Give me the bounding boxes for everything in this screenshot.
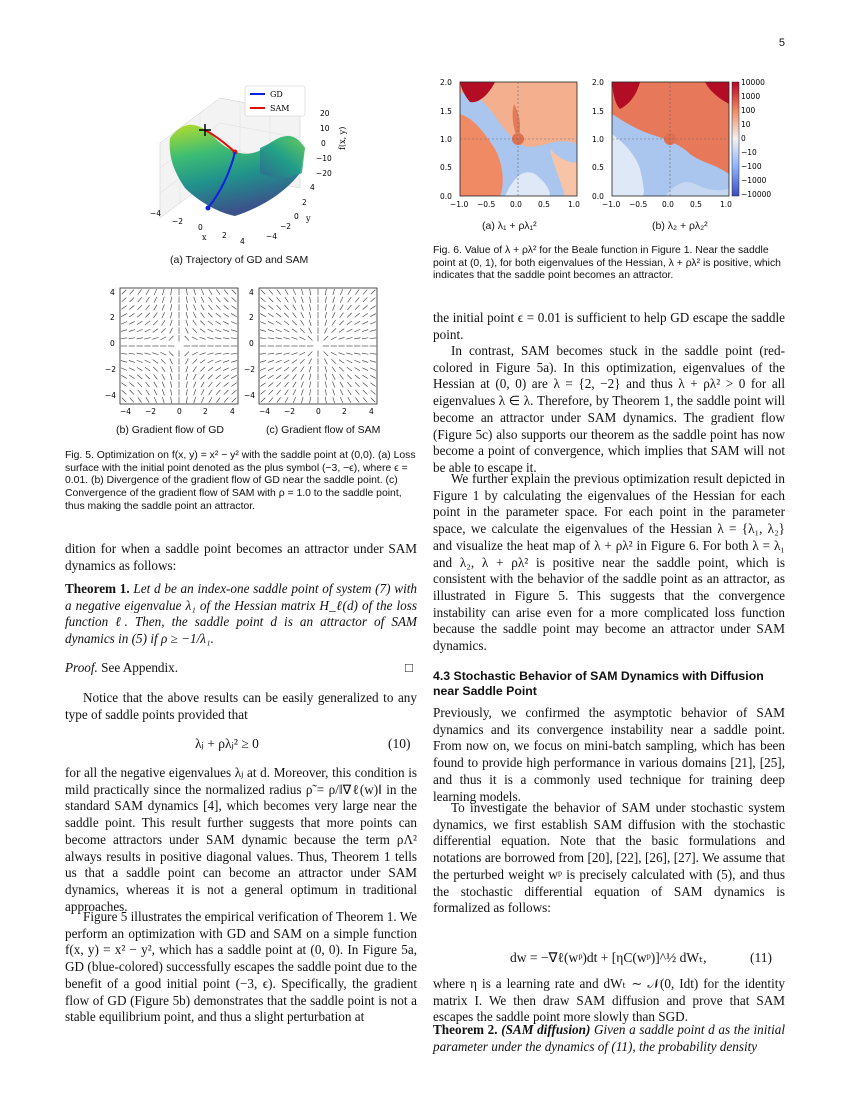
svg-text:4: 4 — [240, 237, 245, 246]
right-paragraph-6: where η is a learning rate and dWₜ ∼ 𝒩(0, Idt) for the identity matrix I. We then draw SAM diffusion and prove that SAM escapes the saddle point more slowly than SGD. — [433, 976, 785, 1025]
heatmap-b — [612, 82, 729, 196]
svg-text:4: 4 — [230, 407, 235, 416]
svg-text:4: 4 — [249, 288, 254, 297]
left-paragraph-2: Notice that the above results can be easily generalized to any type of saddle points provided that — [65, 690, 417, 722]
page-number: 5 — [778, 37, 785, 49]
svg-text:−2: −2 — [284, 407, 296, 416]
svg-text:2: 2 — [302, 198, 307, 207]
y-axis-label: y — [306, 214, 311, 223]
qed-symbol: □ — [405, 660, 413, 675]
theorem-1 — [65, 581, 417, 648]
svg-text:−1.0: −1.0 — [602, 200, 621, 209]
heatmap-b-yticks — [592, 78, 604, 201]
svg-text:−10: −10 — [741, 148, 757, 157]
svg-text:0.0: 0.0 — [440, 192, 452, 201]
svg-text:1.0: 1.0 — [568, 200, 580, 209]
theorem-1-text: Let d be an index-one saddle point of system (7) with a negative eigenvalue λ₁ of the Hessian matrix H_ℓ(d) of the loss function ℓ. Then, the saddle point d is an attractor of SAM dynamics in (5) if ρ ≥ −1/λ₁. — [65, 581, 418, 647]
heatmap-a — [460, 82, 577, 196]
svg-text:1.5: 1.5 — [440, 107, 452, 116]
svg-text:−0.5: −0.5 — [629, 200, 648, 209]
svg-text:10: 10 — [320, 124, 330, 133]
svg-text:0: 0 — [741, 134, 746, 143]
svg-text:−1.0: −1.0 — [450, 200, 469, 209]
svg-text:−100: −100 — [741, 162, 762, 171]
svg-text:−4: −4 — [266, 232, 278, 241]
svg-text:0: 0 — [294, 212, 299, 221]
figure5c-quiver-plot — [235, 282, 385, 422]
figure5a-subcaption: (a) Trajectory of GD and SAM — [170, 254, 309, 266]
svg-text:0.0: 0.0 — [592, 192, 604, 201]
svg-text:0: 0 — [249, 339, 254, 348]
svg-text:0.5: 0.5 — [690, 200, 702, 209]
section-heading-4-3: 4.3 Stochastic Behavior of SAM Dynamics with Diffusion near Saddle Point — [433, 669, 764, 698]
svg-text:1.5: 1.5 — [592, 107, 604, 116]
svg-text:−4: −4 — [259, 407, 271, 416]
heatmap-a-yticks — [440, 78, 452, 201]
proof-label: Proof. — [65, 660, 98, 675]
quiver-sam-yticks — [244, 288, 255, 400]
svg-text:10: 10 — [741, 120, 751, 129]
figure5a-surface-plot — [140, 78, 360, 253]
svg-text:−2: −2 — [105, 365, 117, 374]
quiver-gd-xticks — [120, 407, 235, 416]
svg-text:−2: −2 — [280, 222, 292, 231]
svg-text:−10000: −10000 — [741, 190, 772, 199]
svg-text:4: 4 — [310, 183, 315, 192]
equation-11: dw = −∇ℓ(wᵖ)dt + [ηC(wᵖ)]^½ dWₜ, — [510, 950, 707, 965]
figure6-heatmaps — [425, 74, 785, 224]
colorbar — [732, 82, 739, 196]
svg-text:−4: −4 — [150, 209, 162, 218]
svg-text:10000: 10000 — [741, 78, 765, 87]
equation-10-number: (10) — [388, 736, 411, 751]
gd-end-point — [206, 206, 211, 211]
figure5-caption: Fig. 5. Optimization on f(x, y) = x² − y² with the saddle point at (0,0). (a) Loss surface with the initial point denoted as the plus symbol (−3, −ϵ), where ϵ = 0.01. (b) Divergence of the gradient flow of GD near the saddle point. (c) Convergence of the gradient flow of SAM with ρ = 1.0 to the saddle point, thus making the saddle point an attractor. — [65, 450, 416, 512]
right-paragraph-3: We further explain the previous optimization result depicted in Figure 1 by calculating the eigenvalues of the Hessian for each point in the parameter space. For each point in the parameter space, we calculate the eigenvalues of the Hessian λ = {λ₁, λ₂} and visualize the heat map of λ + ρλ² in Figure 6. For both λ = λ₁ and λ₂, λ + ρλ² is positive near the saddle point, which is consistent with the behavior of the saddle point as an attractor, as illustrated in Figure 5. This suggests that the convergence instability can arise even for a more complicated loss function because the saddle point may become an attractor under SAM dynamics. — [433, 471, 785, 654]
svg-text:2.0: 2.0 — [592, 78, 604, 87]
proof-line — [65, 660, 417, 677]
svg-text:−4: −4 — [244, 391, 256, 400]
z-ticks — [316, 109, 332, 178]
heatmap-b-xticks — [602, 200, 732, 209]
svg-text:100: 100 — [741, 106, 756, 115]
left-paragraph-4: Figure 5 illustrates the empirical verification of Theorem 1. We perform an optimization with GD and SAM on a simple function f(x, y) = x² − y², which has a saddle point at (0, 0). In Figure 5a, GD (blue-colored) successfully escapes the saddle point due to the benefit of a good initial point (−3, ϵ). Specifically, the gradient flow of GD (Figure 5b) demonstrates that the saddle point is not a stable equilibrium point, and thus a slight perturbation at — [65, 909, 417, 1025]
proof-text: See Appendix. — [101, 660, 179, 675]
svg-text:−2: −2 — [244, 365, 256, 374]
figure5b-subcaption: (b) Gradient flow of GD — [116, 424, 224, 436]
svg-text:−1000: −1000 — [741, 176, 767, 185]
svg-text:1000: 1000 — [741, 92, 761, 101]
z-axis-label: f(x, y) — [338, 126, 347, 150]
colorbar-ticks — [741, 78, 771, 199]
legend-sam-label: SAM — [270, 104, 290, 113]
svg-text:2: 2 — [203, 407, 208, 416]
left-paragraph-3: for all the negative eigenvalues λⱼ at d. Moreover, this condition is mild practically since the normalized radius ρ̃ = ρ/‖∇ℓ(w)‖ in the standard SAM dynamics [4], which becomes very large near the saddle point. This result further suggests that more points can become attractors under SAM dynamic because the term ρΛ² always results in positive diagonal values. Thus, Theorem 1 tells us that a saddle point can become an attractor under SAM dynamics, whereas it is not a general optimum in traditional approaches. — [65, 765, 417, 914]
svg-text:−10: −10 — [316, 154, 332, 163]
svg-text:0: 0 — [198, 223, 203, 232]
quiver-sam-svg — [235, 282, 385, 422]
svg-text:2: 2 — [249, 313, 254, 322]
svg-text:2: 2 — [110, 313, 115, 322]
svg-text:2: 2 — [222, 231, 227, 240]
left-paragraph-1: dition for when a saddle point becomes an attractor under SAM dynamics as follows: — [65, 541, 417, 573]
figure5c-subcaption: (c) Gradient flow of SAM — [266, 424, 381, 436]
svg-text:0.5: 0.5 — [538, 200, 550, 209]
theorem-2-name: (SAM diffusion) — [501, 1022, 591, 1037]
svg-text:−2: −2 — [172, 217, 184, 226]
svg-text:2: 2 — [342, 407, 347, 416]
heatmap-a-xticks — [450, 200, 580, 209]
svg-text:2.0: 2.0 — [440, 78, 452, 87]
figure5b-quiver-plot — [100, 282, 250, 422]
right-paragraph-5: To investigate the behavior of SAM under stochastic system dynamics, we first establish SAM diffusion with the stochastic differential equation. Note that the basic formulations and notations are borrowed from [20], [22], [26], [27]. We assume that the perturbed weight wᵖ is precisely calculated with (5), and thus the stochastic differential equation of SAM dynamics is formalized as follows: — [433, 800, 785, 916]
equation-10: λⱼ + ρλⱼ² ≥ 0 — [195, 736, 259, 751]
theorem-2-label: Theorem 2. — [433, 1022, 498, 1037]
svg-text:0.0: 0.0 — [510, 200, 522, 209]
svg-text:−4: −4 — [120, 407, 132, 416]
theorem-1-label: Theorem 1. — [65, 581, 130, 596]
svg-text:0.5: 0.5 — [592, 163, 604, 172]
svg-text:4: 4 — [110, 288, 115, 297]
svg-text:0.5: 0.5 — [440, 163, 452, 172]
svg-text:0: 0 — [316, 407, 321, 416]
figure6b-subcaption: (b) λ₂ + ρλ₂² — [652, 220, 708, 232]
svg-text:1.0: 1.0 — [720, 200, 732, 209]
figure6a-subcaption: (a) λ₁ + ρλ₁² — [482, 220, 537, 232]
right-paragraph-2: In contrast, SAM becomes stuck in the saddle point (red-colored in Figure 5a). In this optimization, eigenvalues of the Hessian at (0, 0) are λ = {2, −2} and thus λ + ρλ² > 0 for all eigenvalues λ ∈ λ. Therefore, by Theorem 1, the saddle point will become an attractor under SAM dynamics. The gradient flow (Figure 5c) also supports our theorem as the saddle point has now become a point of convergence, which implies that SAM will not be able to escape it. — [433, 343, 785, 475]
svg-text:1.0: 1.0 — [592, 135, 604, 144]
right-paragraph-1: the initial point ϵ = 0.01 is sufficient to help GD escape the saddle point. — [433, 310, 785, 342]
x-axis-label: x — [202, 233, 207, 242]
equation-11-number: (11) — [750, 950, 772, 965]
quiver-gd-svg — [100, 282, 250, 422]
svg-text:0: 0 — [177, 407, 182, 416]
svg-text:−0.5: −0.5 — [477, 200, 496, 209]
svg-text:1.0: 1.0 — [440, 135, 452, 144]
svg-text:−2: −2 — [145, 407, 157, 416]
svg-text:0: 0 — [110, 339, 115, 348]
figure6-caption: Fig. 6. Value of λ + ρλ² for the Beale function in Figure 1. Near the saddle point at (0, 1), for both eigenvalues of the Hessian, λ + ρλ² is positive, which indicates that the saddle point becomes an attractor. — [433, 245, 781, 282]
right-paragraph-4: Previously, we confirmed the asymptotic behavior of SAM dynamics and its convergence instability near a saddle point. From now on, we focus on mini-batch sampling, which has been found to provide high performance in various domains [21], [25], and thus it is a commonly used technique for training deep learning models. — [433, 705, 785, 804]
svg-text:4: 4 — [369, 407, 374, 416]
svg-text:−20: −20 — [316, 169, 332, 178]
quiver-sam-xticks — [259, 407, 374, 416]
theorem-2 — [433, 1022, 785, 1055]
surface-plot-svg — [140, 78, 360, 253]
svg-text:−4: −4 — [105, 391, 117, 400]
figure6-svg — [425, 74, 785, 224]
quiver-gd-yticks — [105, 288, 116, 400]
theorem-2-text: Given a saddle point d as the initial parameter under the dynamics of (11), the probability density — [433, 1022, 786, 1054]
svg-text:0: 0 — [321, 139, 326, 148]
legend-gd-label: GD — [270, 90, 283, 99]
svg-text:20: 20 — [320, 109, 330, 118]
svg-text:0.0: 0.0 — [662, 200, 674, 209]
